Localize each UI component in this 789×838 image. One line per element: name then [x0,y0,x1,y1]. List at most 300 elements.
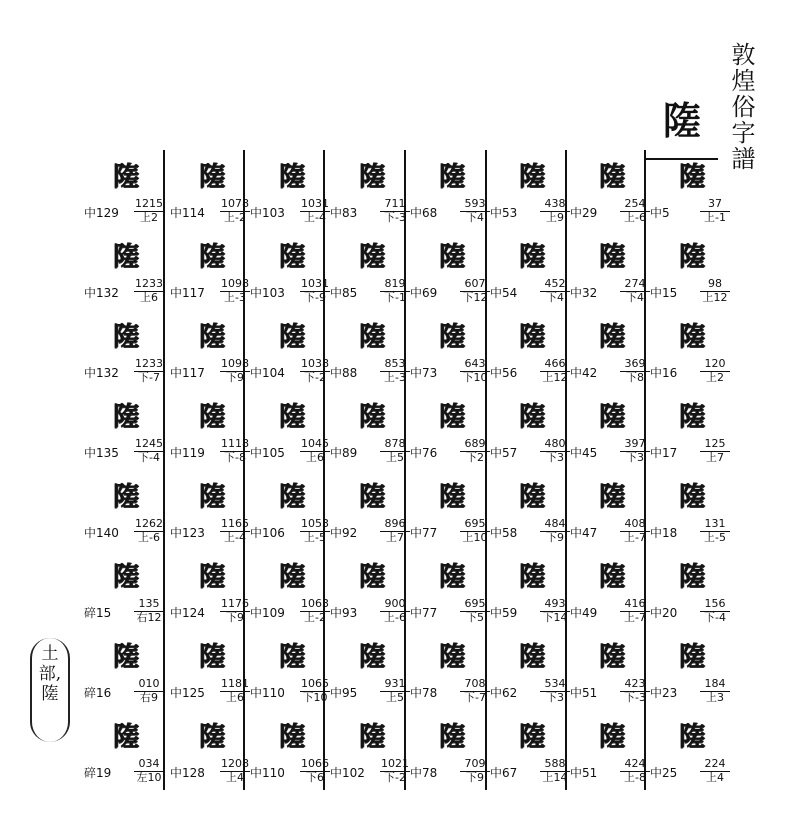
page-reference [300,598,330,624]
variant-entry [648,720,730,802]
source-label: 中83 [330,206,358,220]
note-line: 土 [41,644,59,664]
page-number: 896 [380,518,410,532]
source-label: 中117 [170,366,205,380]
page-number: 1262 [135,517,163,530]
page-number: 184 [700,678,730,692]
variant-glyph: 隓 [278,722,305,752]
variant-entry [568,400,650,482]
line-position: 下-9 [304,291,326,304]
page-number: 643 [460,358,490,372]
variant-entry [168,320,250,402]
variant-entry [248,560,330,642]
line-position: 下3 [626,451,644,464]
page-reference [700,678,730,704]
page-reference [300,278,330,304]
variant-entry [568,160,650,242]
variant-entry [328,400,410,482]
source-label: 中78 [410,686,438,700]
line-position: 下-2 [304,371,326,384]
page-reference [134,278,164,304]
source-label: 中58 [490,526,518,540]
source-label: 中93 [330,606,358,620]
line-position: 下3 [546,451,564,464]
source-label: 中102 [330,766,365,780]
page-reference [700,358,730,384]
source-label: 中51 [570,766,598,780]
variant-glyph: 隓 [198,642,225,672]
variant-glyph: 隓 [112,242,139,272]
head-character: 隓 [662,98,701,143]
page-number: 1118 [221,437,249,450]
line-position: 下-1 [384,291,406,304]
page-number: 708 [460,678,490,692]
line-position: 下12 [462,291,488,304]
line-position: 下-8 [224,451,246,464]
source-label: 中23 [650,686,678,700]
page-reference [540,438,570,464]
variant-glyph: 隓 [358,322,385,352]
page-reference [700,198,730,224]
variant-entry [488,400,570,482]
line-position: 上-4 [304,211,326,224]
page-number: 135 [134,598,164,612]
page-number: 416 [620,598,650,612]
page-number: 452 [540,278,570,292]
variant-glyph: 隓 [598,402,625,432]
line-position: 上3 [706,691,724,704]
source-label: 中69 [410,286,438,300]
line-position: 上-1 [704,211,726,224]
variant-entry [568,640,650,722]
page-number: 1031 [301,197,329,210]
line-position: 右9 [140,691,158,704]
page-number: 1021 [381,757,409,770]
source-label: 中16 [650,366,678,380]
source-label: 中135 [84,446,119,460]
page-number: 274 [620,278,650,292]
page-number: 98 [700,278,730,292]
variant-entry [408,160,490,242]
source-label: 中18 [650,526,678,540]
variant-glyph: 隓 [438,242,465,272]
variant-entry [248,720,330,802]
variant-glyph: 隓 [678,722,705,752]
source-label: 中114 [170,206,205,220]
page-reference [620,518,650,544]
variant-entry [248,160,330,242]
variant-glyph: 隓 [198,562,225,592]
source-label: 中73 [410,366,438,380]
source-label: 中77 [410,526,438,540]
variant-glyph: 隓 [598,322,625,352]
page-reference [380,358,410,384]
variant-entry [568,320,650,402]
line-position: 上7 [386,531,404,544]
line-position: 上-5 [704,531,726,544]
page-number: 1031 [301,277,329,290]
variant-glyph: 隓 [112,402,139,432]
line-position: 上4 [706,771,724,784]
page-reference [380,678,410,704]
source-label: 中110 [250,686,285,700]
page-reference [134,758,164,784]
page-number: 709 [460,758,490,772]
variant-glyph: 隓 [678,162,705,192]
page-number: 120 [700,358,730,372]
line-position: 下-2 [384,771,406,784]
page-reference [540,198,570,224]
page-number: 156 [700,598,730,612]
line-position: 下-3 [384,211,406,224]
page-number: 878 [380,438,410,452]
page-reference [300,438,330,464]
variant-entry [488,240,570,322]
variant-glyph: 隓 [112,322,139,352]
line-position: 下14 [542,611,568,624]
page-reference [460,358,490,384]
page-reference [134,518,164,544]
variant-glyph: 隓 [678,482,705,512]
line-position: 下3 [546,691,564,704]
page-reference [620,198,650,224]
variant-glyph: 隓 [112,162,139,192]
page-reference [220,438,250,464]
source-label: 中125 [170,686,205,700]
variant-entry [488,320,570,402]
line-position: 右12 [136,611,162,624]
page-reference [700,278,730,304]
page-number: 484 [540,518,570,532]
variant-glyph: 隓 [198,242,225,272]
page-number: 534 [540,678,570,692]
variant-entry [82,480,164,562]
line-position: 上5 [386,451,404,464]
page-reference [620,758,650,784]
source-label: 中49 [570,606,598,620]
page-reference [220,198,250,224]
variant-glyph: 隓 [518,242,545,272]
page-reference [380,518,410,544]
variant-glyph: 隓 [438,722,465,752]
variant-glyph: 隓 [518,642,545,672]
page-reference [220,278,250,304]
source-label: 中42 [570,366,598,380]
line-position: 上6 [140,291,158,304]
line-position: 上-7 [624,611,646,624]
variant-glyph: 隓 [678,242,705,272]
variant-glyph: 隓 [438,162,465,192]
page-reference [460,678,490,704]
page-reference [620,678,650,704]
line-position: 下-7 [138,371,160,384]
page-reference [540,678,570,704]
line-position: 上-8 [624,771,646,784]
line-position: 上-3 [384,371,406,384]
variant-glyph: 隓 [112,722,139,752]
page-number: 480 [540,438,570,452]
line-position: 上2 [140,211,158,224]
line-position: 上6 [306,451,324,464]
line-position: 上12 [542,371,568,384]
source-label: 中57 [490,446,518,460]
source-label: 中103 [250,206,285,220]
source-label: 中85 [330,286,358,300]
variant-entry [648,480,730,562]
line-position: 下8 [626,371,644,384]
page-number: 493 [540,598,570,612]
variant-entry [248,240,330,322]
line-position: 下-7 [464,691,486,704]
source-label: 中105 [250,446,285,460]
page-reference [460,598,490,624]
variant-entry [648,400,730,482]
page-number: 1066 [301,757,329,770]
source-label: 中32 [570,286,598,300]
page-number: 438 [540,198,570,212]
source-label: 中109 [250,606,285,620]
page-number: 900 [380,598,410,612]
page-number: 1245 [135,437,163,450]
page-number: 853 [380,358,410,372]
page-reference [134,598,164,624]
variant-glyph: 隓 [358,242,385,272]
source-label: 中106 [250,526,285,540]
variant-glyph: 隓 [358,482,385,512]
page-reference [700,438,730,464]
variant-entry [648,160,730,242]
page-reference [300,678,330,704]
variant-glyph: 隓 [518,162,545,192]
variant-glyph: 隓 [198,322,225,352]
page-number: 1233 [135,357,163,370]
page-number: 1053 [301,517,329,530]
source-label: 中119 [170,446,205,460]
line-position: 上4 [226,771,244,784]
variant-entry [168,720,250,802]
variant-glyph: 隓 [598,162,625,192]
source-label: 中132 [84,366,119,380]
variant-entry [82,720,164,802]
variant-entry [248,400,330,482]
source-label: 中88 [330,366,358,380]
variant-glyph: 隓 [278,242,305,272]
page-number: 695 [460,598,490,612]
variant-entry [648,560,730,642]
page-number: 125 [700,438,730,452]
variant-glyph: 隓 [518,482,545,512]
variant-glyph: 隓 [112,562,139,592]
variant-glyph: 隓 [278,562,305,592]
variant-entry [648,240,730,322]
page-number: 397 [620,438,650,452]
page-reference [220,598,250,624]
variant-glyph: 隓 [678,562,705,592]
line-position: 上12 [702,291,728,304]
variant-entry [488,720,570,802]
variant-glyph: 隓 [678,642,705,672]
line-position: 上14 [542,771,568,784]
source-label: 中110 [250,766,285,780]
line-position: 上-2 [304,611,326,624]
page-number: 224 [700,758,730,772]
page-number: 1038 [301,357,329,370]
page-reference [380,278,410,304]
variant-entry [328,560,410,642]
variant-glyph: 隓 [438,482,465,512]
page-reference [380,758,410,784]
page-number: 034 [134,758,164,772]
variant-glyph: 隓 [358,722,385,752]
source-label: 中51 [570,686,598,700]
variant-entry [168,560,250,642]
variant-glyph: 隓 [598,642,625,672]
variant-entry [168,160,250,242]
page-reference [380,198,410,224]
line-position: 下-3 [624,691,646,704]
line-position: 下-4 [704,611,726,624]
variant-glyph: 隓 [598,562,625,592]
variant-glyph: 隓 [598,242,625,272]
source-label: 中47 [570,526,598,540]
page-number: 689 [460,438,490,452]
page-number: 131 [700,518,730,532]
source-label: 中56 [490,366,518,380]
variant-entry [82,240,164,322]
page-reference [460,198,490,224]
page-number: 1215 [135,197,163,210]
variant-glyph: 隓 [438,642,465,672]
line-position: 上-4 [224,531,246,544]
variant-glyph: 隓 [518,722,545,752]
page-number: 695 [460,518,490,532]
source-label: 中128 [170,766,205,780]
source-label: 中67 [490,766,518,780]
source-label: 中123 [170,526,205,540]
source-label: 中25 [650,766,678,780]
page-number: 1065 [301,677,329,690]
source-label: 中89 [330,446,358,460]
source-label: 中78 [410,766,438,780]
variant-entry [328,640,410,722]
page-number: 607 [460,278,490,292]
source-label: 中132 [84,286,119,300]
variant-entry [328,240,410,322]
variant-entry [328,480,410,562]
page-reference [620,438,650,464]
variant-glyph: 隓 [198,482,225,512]
page-reference [460,438,490,464]
variant-glyph: 隓 [678,322,705,352]
page-number: 1063 [301,597,329,610]
variant-glyph: 隓 [518,562,545,592]
variant-entry [248,640,330,722]
source-label: 中29 [570,206,598,220]
line-position: 下-4 [138,451,160,464]
page-reference [134,438,164,464]
variant-glyph: 隓 [198,162,225,192]
variant-glyph: 隓 [438,402,465,432]
page-number: 1098 [221,357,249,370]
source-label: 中77 [410,606,438,620]
source-label: 中124 [170,606,205,620]
page-reference [700,758,730,784]
page-reference [300,518,330,544]
variant-glyph: 隓 [198,722,225,752]
page-reference [134,358,164,384]
source-label: 中117 [170,286,205,300]
page-reference [540,278,570,304]
page-reference [540,518,570,544]
variant-entry [82,640,164,722]
page-number: 1165 [221,517,249,530]
source-label: 中76 [410,446,438,460]
variant-entry [408,400,490,482]
variant-entry [408,640,490,722]
line-position: 上5 [386,691,404,704]
line-position: 上-6 [624,211,646,224]
variant-glyph: 隓 [198,402,225,432]
variant-glyph: 隓 [278,642,305,672]
variant-entry [82,320,164,402]
variant-glyph: 隓 [278,322,305,352]
page-reference [220,758,250,784]
variant-entry [488,160,570,242]
source-label: 中59 [490,606,518,620]
source-label: 碎15 [84,606,112,620]
page-reference [380,598,410,624]
page-number: 819 [380,278,410,292]
page-number: 010 [134,678,164,692]
variant-entry [568,720,650,802]
variant-entry [648,320,730,402]
variant-glyph: 隓 [112,642,139,672]
page-number: 1233 [135,277,163,290]
variant-glyph: 隓 [518,322,545,352]
page-number: 424 [620,758,650,772]
source-label: 中140 [84,526,119,540]
variant-entry [488,640,570,722]
variant-entry [82,560,164,642]
variant-glyph: 隓 [438,322,465,352]
page-reference [300,198,330,224]
variant-entry [568,480,650,562]
variant-entry [328,320,410,402]
variant-entry [328,160,410,242]
line-position: 下9 [226,371,244,384]
variant-glyph: 隓 [598,482,625,512]
variant-entry [82,160,164,242]
variant-entry [568,240,650,322]
page-number: 466 [540,358,570,372]
variant-glyph: 隓 [438,562,465,592]
source-label: 中68 [410,206,438,220]
line-position: 上-2 [224,211,246,224]
page-number: 1078 [221,197,249,210]
page-reference [540,758,570,784]
note-line: 隓 [41,684,59,704]
page-number: 711 [380,198,410,212]
line-position: 下2 [466,451,484,464]
variant-entry [488,560,570,642]
line-position: 上-3 [224,291,246,304]
variant-entry [328,720,410,802]
line-position: 上10 [462,531,488,544]
page-number: 1208 [221,757,249,770]
variant-entry [408,720,490,802]
page-number: 931 [380,678,410,692]
line-position: 下10 [462,371,488,384]
